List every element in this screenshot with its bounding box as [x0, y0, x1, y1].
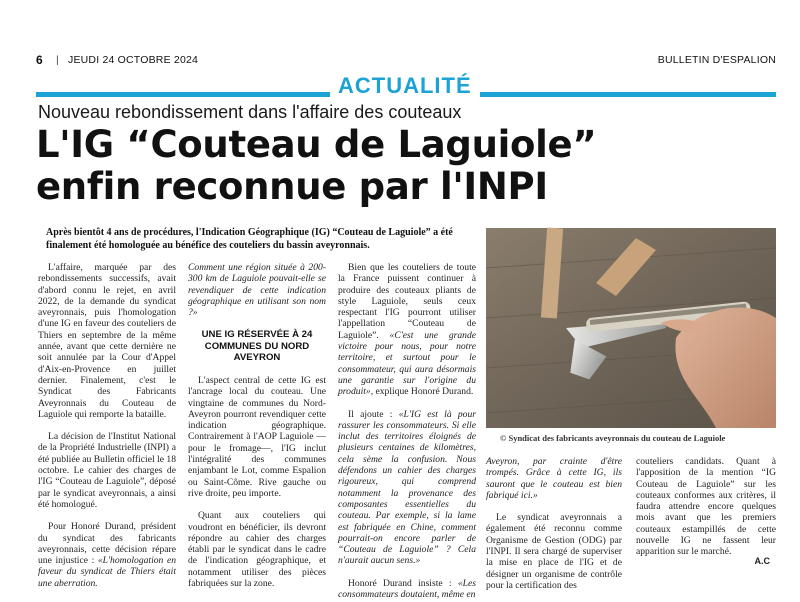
- quote: Aveyron, par crainte d'être trompés. Grâce à cette IG, ils sauront que le couteau est bien fabriqué ici.»: [486, 456, 622, 501]
- quote: «C'est une grande victoire pour nous, pour notre territoire, et surtout pour le consommateur, qui aura désormais une garantie sur l'origine du produit»: [338, 329, 477, 398]
- article-column-4: [486, 456, 622, 602]
- knife-photo: [486, 228, 776, 428]
- section-label: ACTUALITÉ: [330, 74, 480, 98]
- article-column-3: [338, 262, 476, 600]
- article-subheading: UNE IG RÉSERVÉE À 24 COMMUNES DU NORD AVEYRON: [201, 329, 313, 364]
- paragraph: [338, 409, 476, 567]
- header-separator: |: [56, 54, 59, 66]
- article-column-1: [38, 262, 176, 589]
- page-header: [36, 54, 776, 68]
- headline-line-2: enfin reconnue par l'INPI: [36, 165, 548, 208]
- knife-photo-illustration: [486, 228, 776, 428]
- article-kicker: Nouveau rebondissement dans l'affaire des couteaux: [38, 102, 462, 122]
- paragraph: [338, 262, 476, 398]
- quote: «Les consommateurs doutaient, même en: [338, 577, 476, 601]
- article-lead: Après bientôt 4 ans de procédures, l'Indication Géographique (IG) “Couteau de Laguiole” a été finalement été homologuée au bénéfice des couteliers du bassin aveyronnais.: [46, 227, 453, 251]
- issue-date: JEUDI 24 OCTOBRE 2024: [68, 54, 199, 66]
- author-initials: A.C: [754, 556, 770, 566]
- paragraph-text: Pour Honoré Durand, président du syndicat des fabricants aveyronnais, cette décision répare une injustice :: [38, 521, 176, 567]
- paragraph-text: Bien que les couteliers de toute la France puissent continuer à produire des couteaux pliants de style Laguiole, seuls ceux respectant l'IG pourront utiliser l'appellation “Couteau de Laguiole”.: [338, 262, 476, 341]
- paragraph: Quant aux couteliers qui voudront en bénéficier, ils devront répondre au cahier des charges établi par le syndicat dans le cadre de l'indication géographique, et notamment utiliser des pièces fabriquées sur la zone.: [188, 510, 326, 590]
- paragraph: [38, 521, 176, 589]
- photo-caption: © Syndicat des fabricants aveyronnais du couteau de Laguiole: [500, 433, 726, 443]
- quote: Comment une région située à 200-300 km de Laguiole pouvait-elle se revendiquer de cette indication géographique en utilisant son nom ?»: [188, 262, 326, 319]
- quote: «L'homologation en faveur du syndicat de Thiers était une aberration.: [38, 555, 177, 589]
- paragraph: Le syndicat aveyronnais a également été reconnu comme Organisme de Gestion (ODG) par l'INPI. Il sera chargé de superviser la mise en place de l'IG et de désigner un organisme de contrôle pour la certification des: [486, 512, 622, 591]
- publication-name: BULLETIN D'ESPALION: [657, 54, 776, 66]
- paragraph: couteliers candidats. Quant à l'apposition de la mention “IG Couteau de Laguiole” sur les couteaux conformes aux critères, il faudra attendre encore quelques mois avant que les premiers couteaux estampillés de cette nouvelle IG ne fassent leur apparition sur le marché.: [636, 456, 776, 558]
- paragraph-text: Honoré Durand insiste :: [348, 577, 458, 589]
- paragraph-text: Il ajoute :: [348, 408, 399, 420]
- paragraph: L'affaire, marquée par des rebondissements successifs, avait d'abord connu le rejet, en avril 2022, de la demande du syndicat aveyronnais, puis l'homologation d'une IG en faveur des couteliers de Thiers en septembre de la même année, avant que cette dernière ne soit annulée par la Cour d'Appel d'Aix-en-Provence en juillet dernier. Finalement, c'est le Syndicat des Fabricants Aveyronnais du Couteau de Laguiole qui remporte la bataille.: [38, 262, 176, 420]
- headline-line-1: L'IG “Couteau de Laguiole”: [36, 123, 597, 166]
- paragraph: L'aspect central de cette IG est l'ancrage local du couteau. Une vingtaine de communes du Nord-Aveyron pourront revendiquer cette indication géographique. Contrairement à l'AOP Laguiole — pour le fromage—, l'IG inclut l'intégralité des communes enjambant le Lot, comme Espalion ou Saint-Côme. Rive gauche ou rive droite, peu importe.: [188, 374, 326, 499]
- page-number: 6: [36, 53, 43, 67]
- article-headline: [36, 124, 776, 208]
- paragraph: [338, 578, 476, 601]
- paragraph-text: , explique Honoré Durand.: [370, 386, 474, 398]
- paragraph: La décision de l'Institut National de la Propriété Industrielle (INPI) a été publiée au Bulletin officiel le 18 octobre. Le cahier des charges de l'IG “Couteau de Laguiole”, déposé par le syndicat aveyronnais, a ainsi été homologué.: [38, 431, 176, 510]
- article-column-5: [636, 456, 776, 558]
- quote: «L'IG est là pour rassurer les consommateurs. Si elle inclut des territoires éloignés de plusieurs centaines de kilomètres, cela sème la confusion. Nous défendons un cahier des charges rigoureux, qui comprend notamment la provenance des composantes essentielles du couteau. Par exemple, si la lame est fabriquée en Chine, comment pourrait-on encore parler de “Couteau de Laguiole” ? Cela n'aurait aucun sens.»: [338, 408, 476, 567]
- article-column-2: [188, 262, 326, 600]
